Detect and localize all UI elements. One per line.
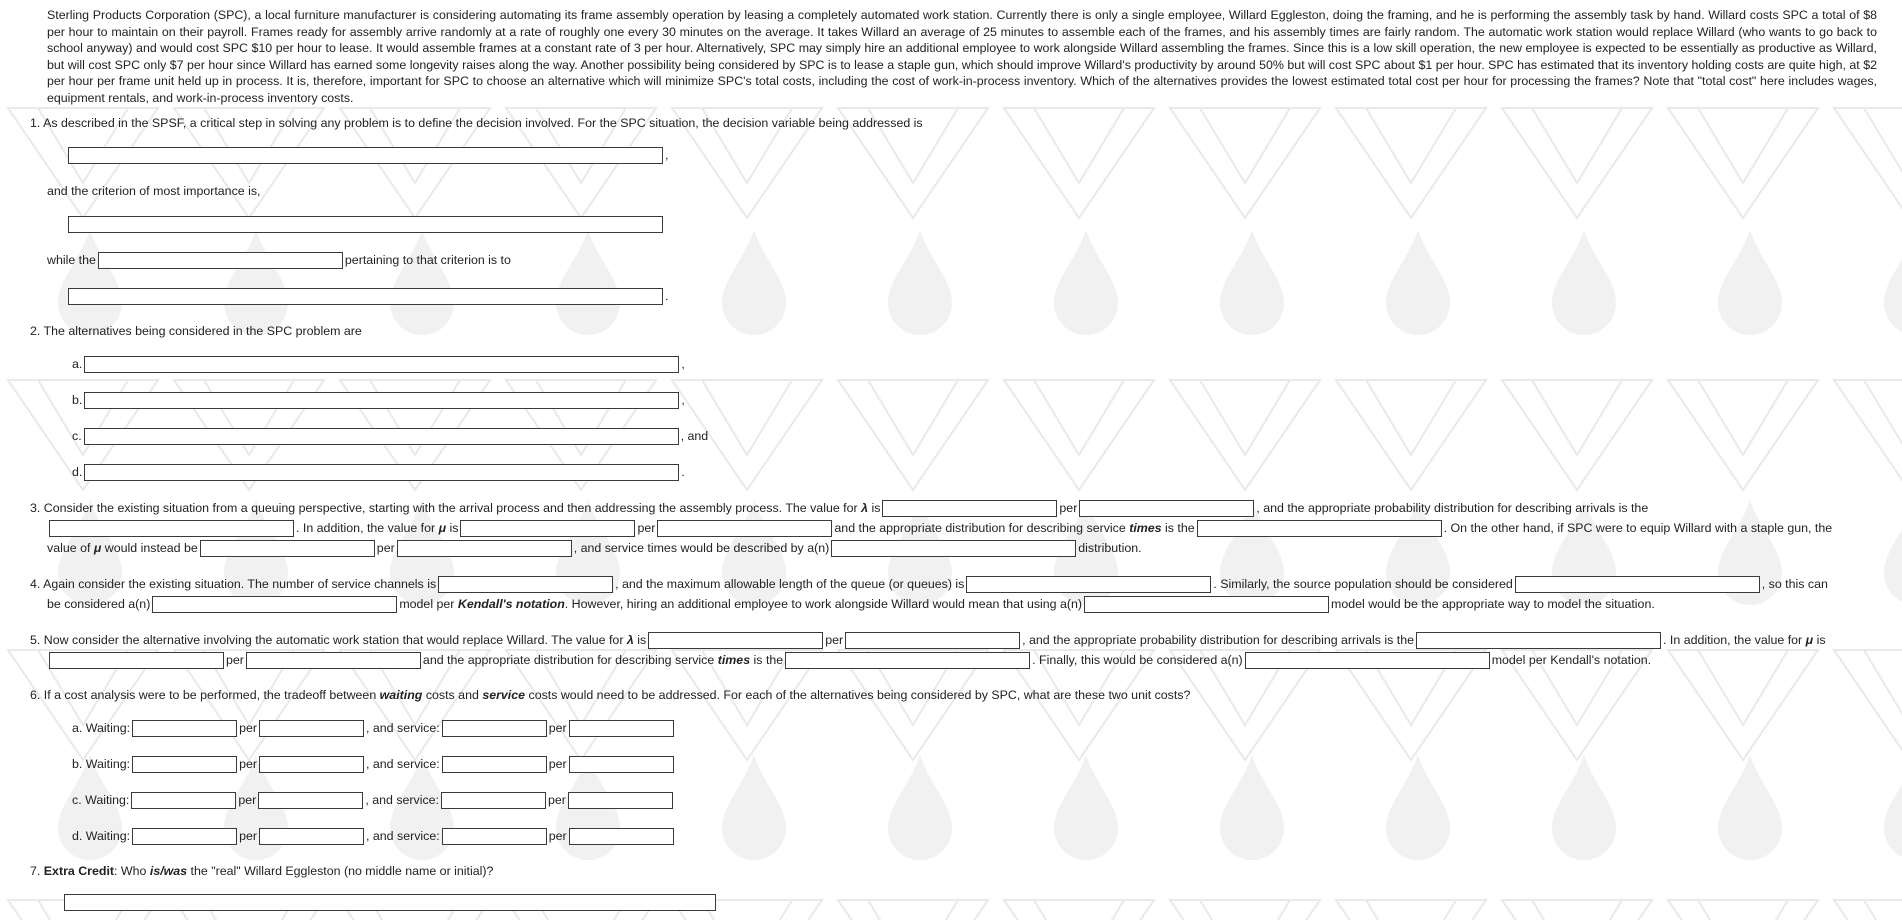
q6-row-b: b. Waiting: per , and service: per — [72, 756, 676, 773]
q3-line-2: . In addition, the value for μ is per and the appropriate distribution for describing service times is the . On the other hand, if SPC were to equip Willard with a staple gun, the — [47, 520, 1832, 537]
q5-lambda-unit-input[interactable] — [845, 632, 1020, 649]
q6a-service-unit-input[interactable] — [569, 720, 674, 737]
q6d-waiting-unit-input[interactable] — [259, 828, 364, 845]
q6a-waiting-cost-input[interactable] — [132, 720, 237, 737]
q7-answer-row — [62, 894, 718, 911]
q6d-service-cost-input[interactable] — [442, 828, 547, 845]
q4-source-population-input[interactable] — [1515, 576, 1760, 593]
q3-service-distribution-input[interactable] — [1197, 520, 1442, 537]
alternative-c-input[interactable] — [84, 428, 679, 445]
q2-alternative-b: b. , — [72, 392, 685, 409]
q3-staple-distribution-input[interactable] — [831, 540, 1076, 557]
q6d-service-unit-input[interactable] — [569, 828, 674, 845]
q3-arrival-distribution-input[interactable] — [49, 520, 294, 537]
q6c-waiting-cost-input[interactable] — [131, 792, 236, 809]
q3-mu-value-input[interactable] — [460, 520, 635, 537]
q6c-service-cost-input[interactable] — [441, 792, 546, 809]
q6c-waiting-unit-input[interactable] — [258, 792, 363, 809]
q6b-waiting-unit-input[interactable] — [259, 756, 364, 773]
q4-alternative-model-input[interactable] — [1084, 596, 1329, 613]
q5-mu-unit-input[interactable] — [246, 652, 421, 669]
real-willard-input[interactable] — [64, 894, 716, 911]
q3-lambda-value-input[interactable] — [882, 500, 1057, 517]
q6b-waiting-cost-input[interactable] — [132, 756, 237, 773]
lambda-symbol: λ — [861, 501, 868, 515]
q6-row-d: d. Waiting: per , and service: per — [72, 828, 676, 845]
q6-row-a: a. Waiting: per , and service: per — [72, 720, 676, 737]
q6c-service-unit-input[interactable] — [568, 792, 673, 809]
q2-alternative-c: c. , and — [72, 428, 708, 445]
objective-input[interactable] — [68, 288, 663, 305]
q4-queue-length-input[interactable] — [966, 576, 1211, 593]
q1-answer-row-2 — [66, 216, 665, 233]
problem-statement: Sterling Products Corporation (SPC), a local furniture manufacturer is considering automating its frame assembly operation by leasing a completely automated work station. Currently there is only a single employee, Willard Eggleston, doing the framing, and he is performing the assembly task by hand. Willard costs SPC a total of $8 per hour to maintain on their payroll. Frames ready for assembly arrive randomly at a rate of roughly one every 30 minutes on the average. It takes Willard an average of 25 minutes to assemble each of the frames, and his assembly times are fairly random. The automatic work station would replace Willard (who wants to go back to school anyway) and would cost SPC $10 per hour to lease. It would assemble frames at a constant rate of 3 per hour. Alternatively, SPC may simply hire an additional employee to work alongside Willard assembling the frames. Since this is a low skill operation, the new employee is expected to be essentially as productive as Willard, but will cost SPC only $7 per hour since Willard has earned some longevity raises along the way. Another possibility being considered by SPC is to lease a staple gun, which should improve Willard's productivity by around 50% but will cost SPC about $1 per hour. SPC has estimated that its inventory holding costs are quite high, at $2 per hour per frame unit held up in process. It is, therefore, important for SPC to choose an alternative which will minimize SPC's total costs, including the cost of work-in-process inventory. Which of the alternatives provides the lowest estimated total cost per hour for processing the frames? Note that "total cost" here includes wages, equipment rentals, and work-in-process inventory costs. — [47, 8, 1877, 105]
q4-model-input[interactable] — [152, 596, 397, 613]
q6-prompt: 6. If a cost analysis were to be performed, the tradeoff between waiting costs and service costs would need to be addressed. For each of the alternatives being considered by SPC, what are these two unit costs? — [30, 688, 1191, 702]
q1-answer-row-1: , — [66, 147, 668, 164]
q4-line-1: 4. Again consider the existing situation. The number of service channels is , and the maximum allowable length of the queue (or queues) is . Similarly, the source population should be considered , so this can — [30, 576, 1828, 593]
q5-service-distribution-input[interactable] — [785, 652, 1030, 669]
criterion-input[interactable] — [68, 216, 663, 233]
q3-line-3: value of μ would instead be per , and service times would be described by a(n) distribution. — [47, 540, 1142, 557]
q1-while-row: while the pertaining to that criterion is to — [47, 252, 511, 269]
q6d-waiting-cost-input[interactable] — [132, 828, 237, 845]
q3-staple-mu-unit-input[interactable] — [397, 540, 572, 557]
decision-variable-input[interactable] — [68, 147, 663, 164]
q5-line-2: per and the appropriate distribution for describing service times is the . Finally, this would be considered a(n) model per Kendall's notation. — [47, 652, 1651, 669]
q6a-service-cost-input[interactable] — [442, 720, 547, 737]
mu-symbol: μ — [438, 521, 447, 535]
q3-mu-unit-input[interactable] — [657, 520, 832, 537]
q2-alternative-d: d. . — [72, 464, 685, 481]
q5-lambda-value-input[interactable] — [648, 632, 823, 649]
criterion-term-input[interactable] — [98, 252, 343, 269]
q6b-service-cost-input[interactable] — [442, 756, 547, 773]
q7-prompt: 7. Extra Credit: Who is/was the "real" Willard Eggleston (no middle name or initial)? — [30, 864, 494, 878]
q5-model-input[interactable] — [1245, 652, 1490, 669]
q6-row-c: c. Waiting: per , and service: per — [72, 792, 675, 809]
alternative-d-input[interactable] — [84, 464, 679, 481]
alternative-a-input[interactable] — [84, 356, 679, 373]
q1-prompt: 1. As described in the SPSF, a critical step in solving any problem is to define the decision involved. For the SPC situation, the decision variable being addressed is — [30, 116, 923, 130]
q1-answer-row-3: . — [66, 288, 668, 305]
q6a-waiting-unit-input[interactable] — [259, 720, 364, 737]
q3-lambda-unit-input[interactable] — [1079, 500, 1254, 517]
q1-criterion-text: and the criterion of most importance is, — [47, 184, 261, 198]
q3-staple-mu-value-input[interactable] — [200, 540, 375, 557]
q3-line-1: 3. Consider the existing situation from a queuing perspective, starting with the arrival process and then addressing the assembly process. The value for λ is per , and the appropriate probability distribution for describing arrivals is the — [30, 500, 1648, 517]
q2-prompt: 2. The alternatives being considered in the SPC problem are — [30, 324, 362, 338]
q5-line-1: 5. Now consider the alternative involving the automatic work station that would replace Willard. The value for λ is per , and the appropriate probability distribution for describing arrivals is the . In addition, the value for μ is — [30, 632, 1826, 649]
q2-alternative-a: a. , — [72, 356, 685, 373]
q4-service-channels-input[interactable] — [438, 576, 613, 593]
q6b-service-unit-input[interactable] — [569, 756, 674, 773]
q5-arrival-distribution-input[interactable] — [1416, 632, 1661, 649]
q5-mu-value-input[interactable] — [49, 652, 224, 669]
q4-line-2: be considered a(n) model per Kendall's notation. However, hiring an additional employee to work alongside Willard would mean that using a(n) model would be the appropriate way to model the situation. — [47, 596, 1655, 613]
alternative-b-input[interactable] — [84, 392, 679, 409]
